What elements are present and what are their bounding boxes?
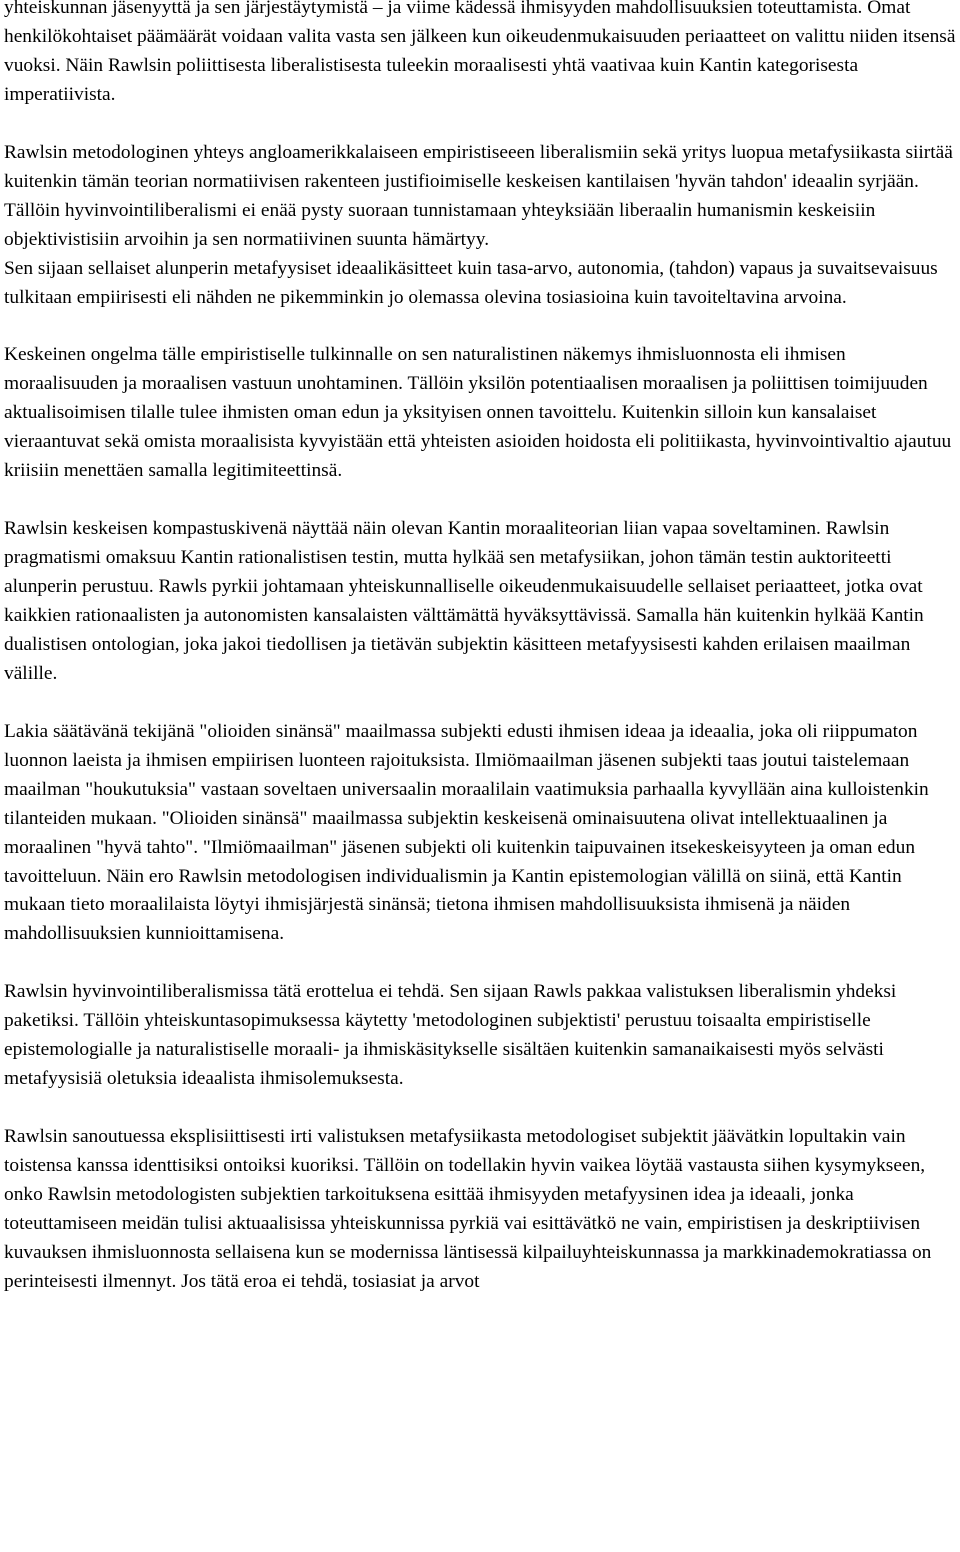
paragraph-gap [4,949,958,978]
paragraph-8: Rawlsin sanoutuessa eksplisiittisesti irti valistuksen metafysiikasta metodologiset subjektit jäävätkin lopultakin vain toistensa kanssa identtisiksi ontoiksi kuoriksi. Tällöin on todellakin hyvin vaikea löytää vastausta siihen kysymykseen, onko Rawlsin metodologisten subjektien tarkoituksena esittää ihmisyyden metafyysinen idea ja ideaali, jonka toteuttamiseen meidän tulisi aktuaalisissa yhteiskunnissa pyrkiä vai esittävätkö ne vain, empiristisen ja deskriptiivisen kuvauksen ihmisluonnosta sellaisena kun se modernissa läntisessä kilpailuyhteiskunnassa ja markkinademokratiassa on perinteisesti ilmennyt. Jos tätä eroa ei tehdä, tosiasiat ja arvot [4,1126,932,1292]
paragraph-5: Rawlsin keskeisen kompastuskivenä näyttää näin olevan Kantin moraaliteorian liian vapaa soveltaminen. Rawlsin pragmatismi omaksuu Kantin rationalistisen testin, mutta hylkää sen metafysiikan, johon tämän testin auktoriteetti alunperin perustuu. Rawls pyrkii johtamaan yhteiskunnalliselle oikeudenmukaisuudelle sellaiset periaatteet, jotka ovat kaikkien rationaalisten ja autonomisten kansalaisten välttämättä hyväksyttävissä. Samalla hän kuitenkin hylkää Kantin dualistisen ontologian, joka jakoi tiedollisen ja tietävän subjektin käsitteen metafyysisesti kahden erilaisen maailman välille. [4,518,924,684]
document-page [4,0,958,1297]
paragraph-gap [4,110,958,139]
paragraph-gap [4,312,958,341]
paragraph-gap [4,1094,958,1123]
paragraph-gap [4,486,958,515]
paragraph-3: Sen sijaan sellaiset alunperin metafyysiset ideaalikäsitteet kuin tasa-arvo, autonomia, (tahdon) vapaus ja suvaitsevaisuus tulkitaan empiirisesti eli nähden ne pikemminkin jo olemassa olevina tosiasioina kuin tavoiteltavina arvoina. [4,257,938,308]
paragraph-1: yhteiskunnan jäsenyyttä ja sen järjestäytymistä – ja viime kädessä ihmisyyden mahdollisuuksien toteuttamista. Omat henkilökohtaiset päämäärät voidaan valita vasta sen jälkeen kun oikeudenmukaisuuden periaatteet on valittu niiden itsensä vuoksi. Näin Rawlsin poliittisesta liberalistisesta tuleekin moraalisesti yhtä vaativaa kuin Kantin kategorisesta imperatiivista. [4,0,956,105]
paragraph-4: Keskeinen ongelma tälle empiristiselle tulkinnalle on sen naturalistinen näkemys ihmisluonnosta eli ihmisen moraalisuuden ja moraalisen vastuun unohtaminen. Tällöin yksilön potentiaalisen moraalisen ja poliittisen toimijuuden aktualisoimisen tilalle tulee ihmisten oman edun ja yksityisen onnen tavoittelu. Kuitenkin silloin kun kansalaiset vieraantuvat sekä omista moraalisista kyvyistään että yhteisten asioiden hoidosta eli politiikasta, hyvinvointivaltio ajautuu kriisiin menettäen samalla legitimiteettinsä. [4,344,952,482]
paragraph-gap [4,689,958,718]
paragraph-6: Lakia säätävänä tekijänä "olioiden sinänsä" maailmassa subjekti edusti ihmisen ideaa ja ideaalia, joka oli riippumaton luonnon laeista ja ihmisen empiirisen luonteen rajoituksista. Ilmiömaailman jäsenen subjekti taas joutui taistelemaan maailman "houkutuksia" vastaan soveltaen universaalin moraalilain vaatimuksia parhaalla kyvyllään aina kulloistenkin tilanteiden mukaan. "Olioiden sinänsä" maailmassa subjektin keskeisenä ominaisuutena olivat intellektuaalinen ja moraalinen "hyvä tahto". "Ilmiömaailman" jäsenen subjekti oli kuitenkin taipuvainen itsekeskeisyyteen ja oman edun tavoitteluun. Näin ero Rawlsin metodologisen individualismin ja Kantin epistemologian välillä on siinä, että Kantin mukaan tieto moraalilaista löytyi ihmisjärjestä sinänsä; tietona ihmisen mahdollisuuksista ihmisenä ja näiden mahdollisuuksien kunnioittamisena. [4,720,929,945]
paragraph-7: Rawlsin hyvinvointiliberalismissa tätä erottelua ei tehdä. Sen sijaan Rawls pakkaa valistuksen liberalismin yhdeksi paketiksi. Tällöin yhteiskuntasopimuksessa käytetty 'metodologinen subjektisti' perustuu toisaalta empiristiselle epistemologialle ja naturalistiselle moraali- ja ihmiskäsitykselle sisältäen kuitenkin samanaikaisesti myös selvästi metafyysisiä oletuksia ideaalista ihmisolemuksesta. [4,981,897,1090]
paragraph-2: Rawlsin metodologinen yhteys angloamerikkalaiseen empiristiseeen liberalismiin sekä yritys luopua metafysiikasta siirtää kuitenkin tämän teorian normatiivisen rakenteen justifioimiselle keskeisen kantilaisen 'hyvän tahdon' ideaalin syrjään. Tällöin hyvinvointiliberalismi ei enää pysty suoraan tunnistamaan yhteyksiään liberaalin humanismin keskeisiin objektivistisiin arvoihin ja sen normatiivinen suunta hämärtyy. [4,141,953,250]
